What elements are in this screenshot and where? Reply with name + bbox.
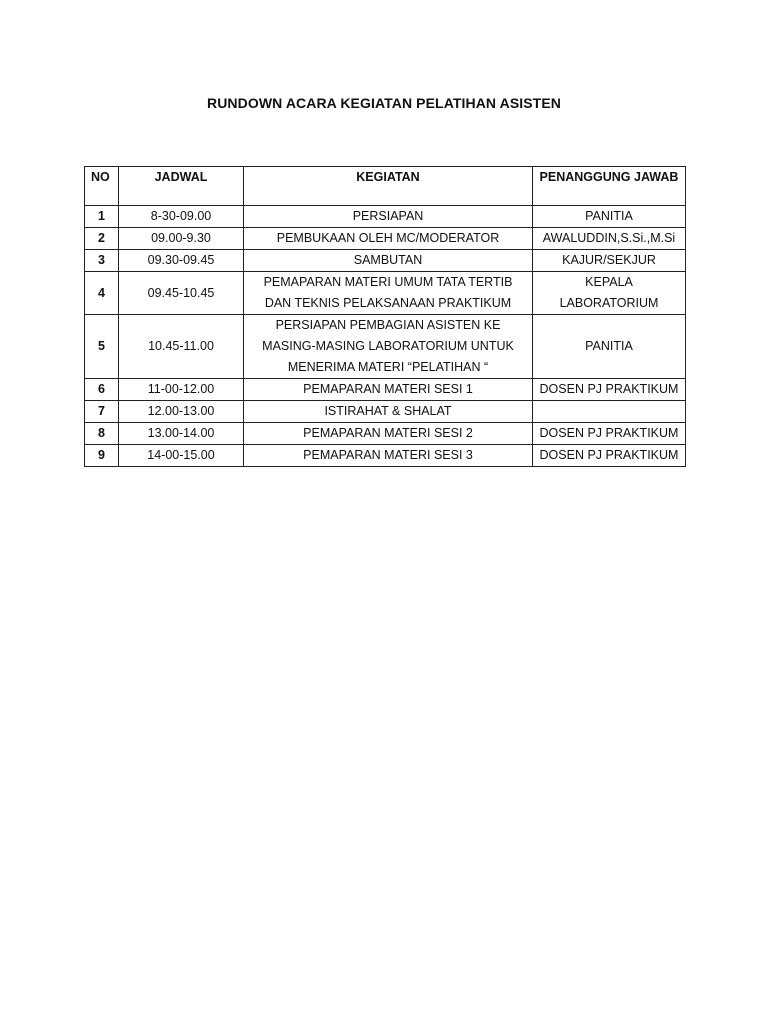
header-kegiatan: KEGIATAN — [244, 167, 533, 206]
cell-kegiatan-line: PEMAPARAN MATERI SESI 2 — [303, 426, 473, 440]
header-penanggung-line1: PENANGGUNG — [539, 170, 631, 184]
cell-pj-line: PANITIA — [585, 339, 633, 353]
cell-kegiatan — [244, 206, 533, 228]
table-row — [85, 272, 686, 315]
cell-pj-line: KEPALA — [585, 275, 633, 289]
table-row — [85, 445, 686, 467]
cell-kegiatan-line: PERSIAPAN — [352, 209, 424, 223]
cell-kegiatan-line: PEMAPARAN MATERI UMUM TATA TERTIB — [263, 275, 513, 289]
cell-pj-line — [535, 401, 683, 422]
table-row — [85, 228, 686, 250]
cell-no: 3 — [85, 250, 119, 272]
cell-penanggung-jawab — [533, 206, 686, 228]
table-row — [85, 401, 686, 423]
cell-penanggung-jawab — [533, 445, 686, 467]
cell-pj-line: PANITIA — [585, 209, 633, 223]
cell-pj-line: DOSEN PJ PRAKTIKUM — [539, 382, 679, 396]
header-penanggung-jawab — [533, 167, 686, 206]
cell-penanggung-jawab — [533, 379, 686, 401]
rundown-table — [84, 166, 686, 467]
cell-penanggung-jawab — [533, 315, 686, 379]
cell-no: 7 — [85, 401, 119, 423]
cell-jadwal: 09.30-09.45 — [119, 250, 244, 272]
cell-penanggung-jawab — [533, 272, 686, 315]
table-body — [85, 206, 686, 467]
cell-pj-line: AWALUDDIN,S.Si.,M.Si — [542, 231, 676, 245]
cell-jadwal: 11-00-12.00 — [119, 379, 244, 401]
cell-no: 8 — [85, 423, 119, 445]
cell-kegiatan-line: MASING-MASING LABORATORIUM UNTUK — [262, 339, 514, 353]
cell-penanggung-jawab — [533, 228, 686, 250]
cell-penanggung-jawab — [533, 423, 686, 445]
cell-no: 5 — [85, 315, 119, 379]
table-row — [85, 423, 686, 445]
table-row — [85, 250, 686, 272]
table-row — [85, 379, 686, 401]
cell-kegiatan-line: PEMAPARAN MATERI SESI 1 — [303, 382, 473, 396]
cell-no: 6 — [85, 379, 119, 401]
table-header-row — [85, 167, 686, 206]
cell-kegiatan — [244, 401, 533, 423]
cell-kegiatan — [244, 445, 533, 467]
cell-jadwal: 14-00-15.00 — [119, 445, 244, 467]
cell-kegiatan-line: DAN TEKNIS PELAKSANAAN PRAKTIKUM — [264, 296, 512, 310]
cell-kegiatan-line: ISTIRAHAT & SHALAT — [324, 404, 452, 418]
cell-jadwal: 12.00-13.00 — [119, 401, 244, 423]
cell-jadwal: 13.00-14.00 — [119, 423, 244, 445]
cell-penanggung-jawab — [533, 250, 686, 272]
cell-no: 4 — [85, 272, 119, 315]
cell-kegiatan-line: PERSIAPAN PEMBAGIAN ASISTEN KE — [275, 318, 501, 332]
header-jadwal: JADWAL — [119, 167, 244, 206]
table-row — [85, 206, 686, 228]
cell-jadwal: 8-30-09.00 — [119, 206, 244, 228]
cell-kegiatan — [244, 250, 533, 272]
cell-pj-line: DOSEN PJ PRAKTIKUM — [539, 426, 679, 440]
cell-kegiatan — [244, 315, 533, 379]
cell-pj-line: KAJUR/SEKJUR — [562, 253, 656, 267]
header-penanggung-line2: JAWAB — [634, 170, 679, 184]
cell-kegiatan-line: MENERIMA MATERI “PELATIHAN “ — [287, 360, 489, 374]
cell-kegiatan-line: PEMAPARAN MATERI SESI 3 — [303, 448, 473, 462]
cell-no: 2 — [85, 228, 119, 250]
cell-no: 9 — [85, 445, 119, 467]
cell-jadwal: 09.45-10.45 — [119, 272, 244, 315]
page-title: RUNDOWN ACARA KEGIATAN PELATIHAN ASISTEN — [207, 95, 561, 111]
cell-pj-line: DOSEN PJ PRAKTIKUM — [539, 448, 679, 462]
table-row — [85, 315, 686, 379]
cell-kegiatan — [244, 379, 533, 401]
cell-pj-line: LABORATORIUM — [559, 296, 659, 310]
cell-kegiatan — [244, 423, 533, 445]
cell-penanggung-jawab — [533, 401, 686, 423]
cell-jadwal: 09.00-9.30 — [119, 228, 244, 250]
cell-kegiatan-line: PEMBUKAAN OLEH MC/MODERATOR — [276, 231, 500, 245]
header-no: NO — [85, 167, 119, 206]
cell-kegiatan-line: SAMBUTAN — [353, 253, 423, 267]
cell-jadwal: 10.45-11.00 — [119, 315, 244, 379]
cell-kegiatan — [244, 272, 533, 315]
cell-kegiatan — [244, 228, 533, 250]
cell-no: 1 — [85, 206, 119, 228]
